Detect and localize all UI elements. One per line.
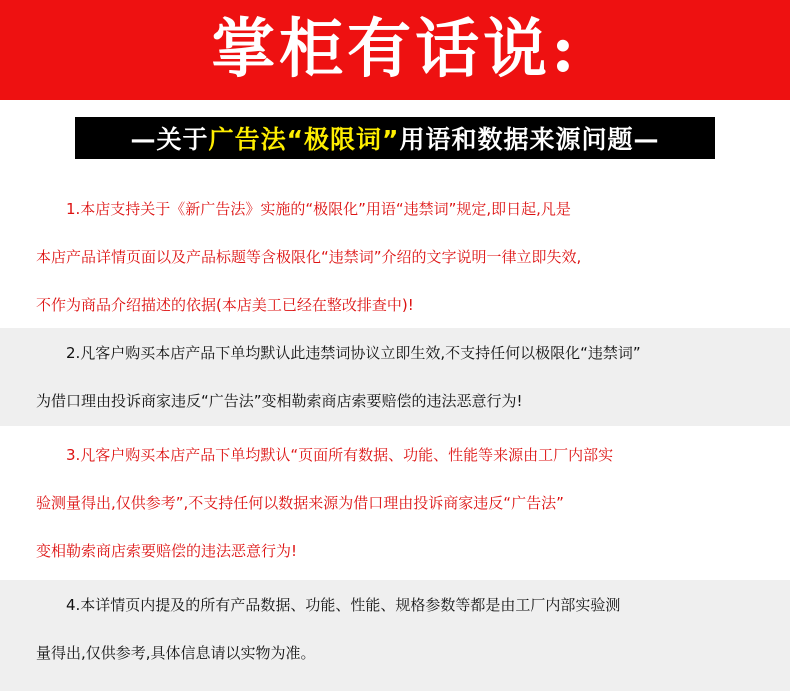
subtitle-highlight: 广告法“极限词” [208, 125, 400, 154]
notice-section-2 [0, 328, 790, 426]
notice-line: 1.本店支持关于《新广告法》实施的“极限化”用语“违禁词”规定,即日起,凡是 [66, 199, 571, 218]
notice-line: 本店产品详情页面以及产品标题等含极限化“违禁词”介绍的文字说明一律立即失效, [36, 247, 582, 266]
notice-section-1 [0, 176, 790, 328]
notice-section-4 [0, 580, 790, 691]
notice-line: 2.凡客户购买本店产品下单均默认此违禁词协议立即生效,不支持任何以极限化“违禁词” [66, 343, 641, 362]
subtitle-prefix: —关于 [130, 125, 209, 154]
notice-line: 变相勒索商店索要赔偿的违法恶意行为! [36, 541, 298, 560]
subtitle-bar [75, 117, 715, 159]
notice-line: 4.本详情页内提及的所有产品数据、功能、性能、规格参数等都是由工厂内部实验测 [66, 595, 621, 614]
notice-line: 3.凡客户购买本店产品下单均默认“页面所有数据、功能、性能等来源由工厂内部实 [66, 445, 614, 464]
header-banner [0, 0, 790, 100]
page-title: 掌柜有话说: [211, 12, 579, 87]
notice-line: 不作为商品介绍描述的依据(本店美工已经在整改排查中)! [36, 295, 414, 314]
notice-line: 验测量得出,仅供参考”,不支持任何以数据来源为借口理由投诉商家违反“广告法” [36, 493, 564, 512]
notice-section-3 [0, 426, 790, 580]
subtitle-wrap [0, 100, 790, 176]
notice-line: 量得出,仅供参考,具体信息请以实物为准。 [36, 643, 316, 662]
subtitle-suffix: 用语和数据来源问题— [399, 125, 660, 154]
notice-line: 为借口理由投诉商家违反“广告法”变相勒索商店索要赔偿的违法恶意行为! [36, 391, 523, 410]
